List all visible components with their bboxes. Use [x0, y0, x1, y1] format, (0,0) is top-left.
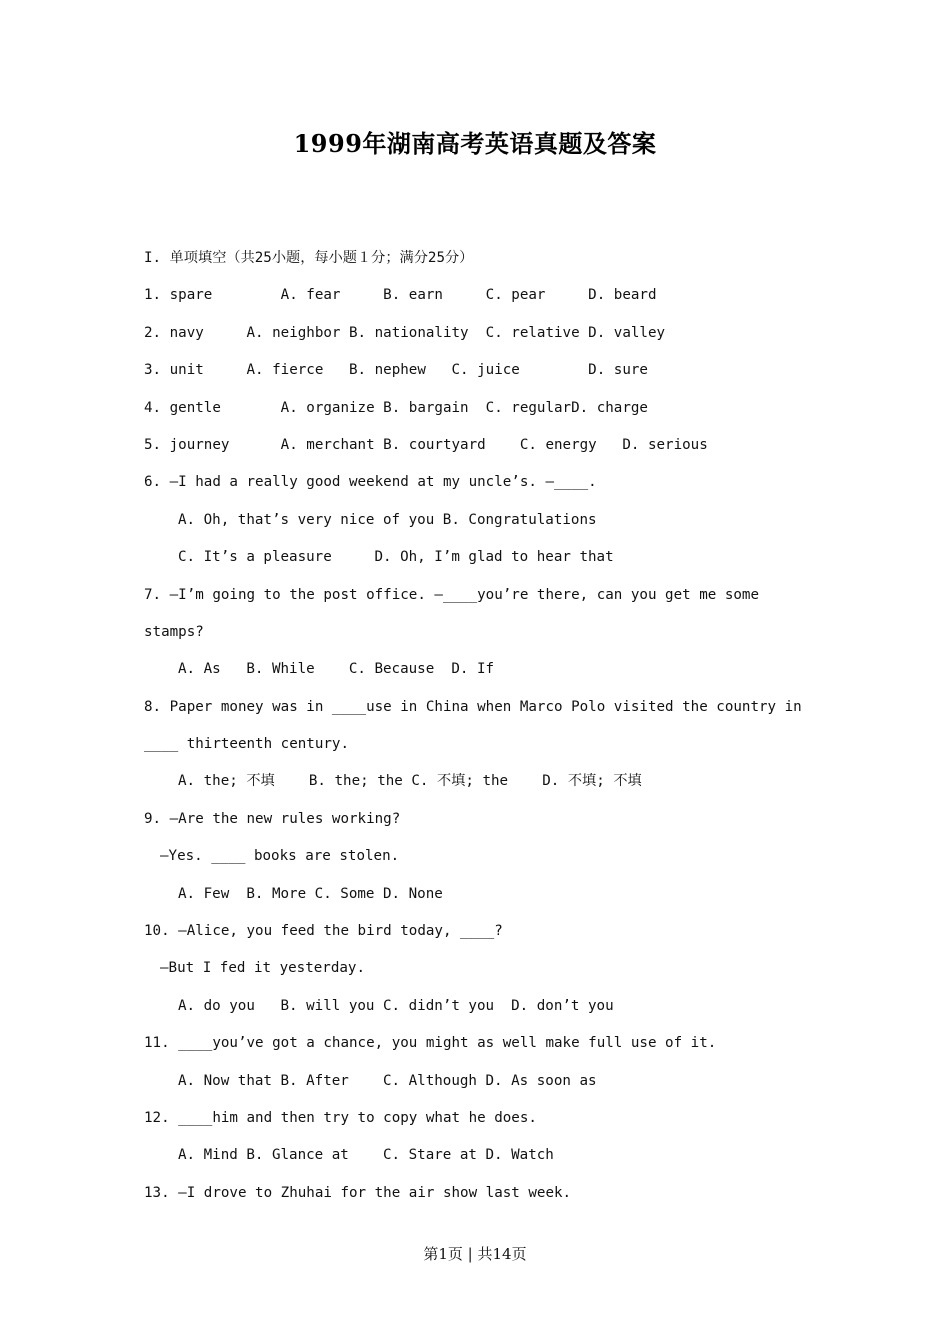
option-line: A. As B. While C. Because D. If: [178, 661, 495, 678]
question-line: 8. Paper money was in ____use in China when Marco Polo visited the country in: [144, 698, 802, 715]
option-line: A. Now that B. After C. Although D. As soon as: [178, 1072, 597, 1089]
section-heading: I. 单项填空（共25小题，每小题１分；满分25分）: [144, 250, 474, 266]
dialogue-line: —Yes. ____ books are stolen.: [160, 848, 400, 865]
question-line: 11. ____you’ve got a chance, you might as well make full use of it.: [144, 1035, 717, 1052]
option-line: A. Oh, that’s very nice of you B. Congratulations: [178, 511, 597, 528]
question-line: 9. —Are the new rules working?: [144, 810, 401, 827]
dialogue-line: —But I fed it yesterday.: [160, 960, 365, 977]
question-line: 1. spare A. fear B. earn C. pear D. beard: [144, 287, 657, 304]
question-line: 2. navy A. neighbor B. nationality C. relative D. valley: [144, 324, 666, 341]
option-line: A. do you B. will you C. didn’t you D. don’t you: [178, 997, 614, 1014]
question-line: 5. journey A. merchant B. courtyard C. energy D. serious: [144, 436, 708, 453]
question-continuation: ____ thirteenth century.: [144, 736, 349, 753]
document-title: 1999年湖南高考英语真题及答案: [293, 129, 657, 158]
question-line: 4. gentle A. organize B. bargain C. regularD. charge: [144, 399, 648, 416]
question-line: 12. ____him and then try to copy what he does.: [144, 1109, 537, 1126]
option-line: A. Mind B. Glance at C. Stare at D. Watch: [178, 1147, 554, 1164]
option-line: A. the; 不填 B. the; the C. 不填; the D. 不填; 不填: [178, 773, 642, 790]
question-continuation: stamps?: [144, 623, 204, 640]
question-line: 7. —I’m going to the post office. —____you’re there, can you get me some: [144, 586, 759, 603]
question-body: [144, 246, 824, 1218]
question-line: 6. —I had a really good weekend at my uncle’s. —____.: [144, 474, 597, 491]
question-line: 10. —Alice, you feed the bird today, ____?: [144, 923, 503, 940]
option-line: A. Few B. More C. Some D. None: [178, 885, 443, 902]
option-line: C. It’s a pleasure D. Oh, I’m glad to hear that: [178, 549, 614, 566]
question-line: 3. unit A. fierce B. nephew C. juice D. sure: [144, 362, 648, 379]
page-footer: 第1页 | 共14页: [423, 1245, 527, 1263]
question-line: 13. —I drove to Zhuhai for the air show last week.: [144, 1184, 572, 1201]
